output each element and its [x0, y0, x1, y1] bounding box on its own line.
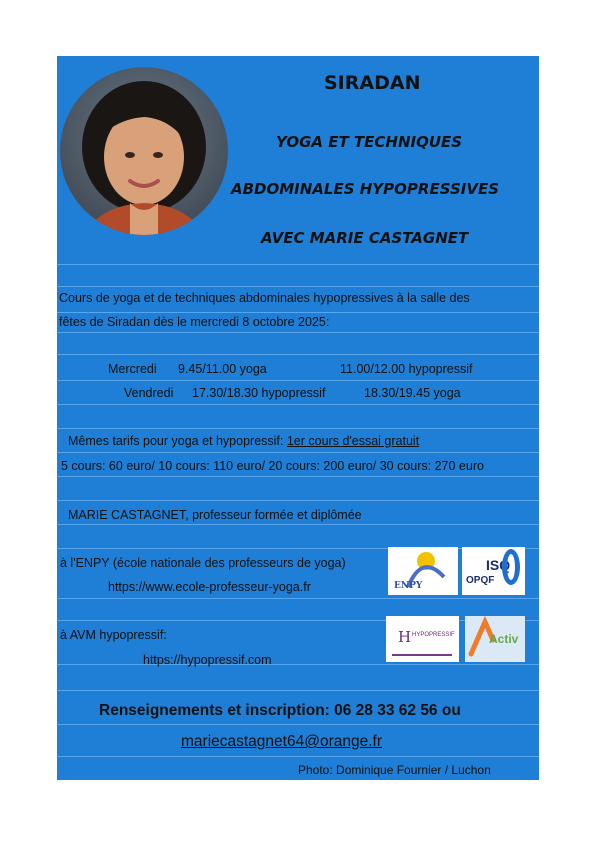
- schedule-day: Vendredi: [124, 386, 174, 400]
- q-mark-icon: [502, 549, 520, 585]
- divider: [57, 756, 539, 757]
- avm-line: à AVM hypopressif:: [60, 628, 167, 642]
- isq-text: ISQ: [486, 557, 511, 573]
- enpy-url[interactable]: https://www.ecole-professeur-yoga.fr: [108, 580, 311, 594]
- tarifs-line-1: [68, 434, 419, 448]
- tarifs-line-2: 5 cours: 60 euro/ 10 cours: 110 euro/ 20 cours: 200 euro/ 30 cours: 270 euro: [61, 459, 484, 473]
- portrait-illustration: [60, 67, 228, 235]
- photo-credit: Photo: Dominique Fournier / Luchon: [298, 763, 491, 777]
- avm-url[interactable]: https://hypopressif.com: [143, 653, 272, 667]
- schedule-day: Mercredi: [108, 362, 157, 376]
- enpy-logo: [388, 547, 458, 595]
- flyer: [57, 56, 539, 780]
- contact-line: Renseignements et inscription: 06 28 33 62 56 ou: [99, 702, 461, 719]
- logo-underline: [392, 654, 452, 656]
- hypopressif-logo-text: HYPOPRESSIF: [412, 632, 455, 638]
- intro-line-1: Cours de yoga et de techniques abdominales hypopressives à la salle des: [59, 291, 470, 305]
- divider: [57, 286, 539, 287]
- portrait-photo: [60, 67, 228, 235]
- divider: [57, 312, 539, 313]
- schedule-slot: 9.45/11.00 yoga: [178, 362, 267, 376]
- schedule-slot: 11.00/12.00 hypopressif: [340, 362, 473, 376]
- activ-logo: [465, 616, 525, 662]
- divider: [57, 664, 539, 665]
- divider: [57, 332, 539, 333]
- divider: [57, 476, 539, 477]
- opqf-text: OPQF: [466, 575, 495, 586]
- teacher-credentials: MARIE CASTAGNET, professeur formée et diplômée: [68, 508, 362, 522]
- divider: [57, 598, 539, 599]
- page-title: SIRADAN: [324, 72, 421, 94]
- subtitle-line-1: YOGA ET TECHNIQUES: [276, 133, 463, 151]
- enpy-line: à l'ENPY (école nationale des professeurs de yoga): [60, 556, 346, 570]
- activ-logo-text: Activ: [489, 632, 519, 646]
- tarifs-label: Mêmes tarifs pour yoga et hypopressif:: [68, 434, 284, 448]
- divider: [57, 264, 539, 265]
- divider: [57, 724, 539, 725]
- schedule-slot: 18.30/19.45 yoga: [364, 386, 461, 400]
- divider: [57, 690, 539, 691]
- subtitle-line-3: AVEC MARIE CASTAGNET: [261, 229, 469, 247]
- divider: [57, 524, 539, 525]
- schedule-slot: 17.30/18.30 hypopressif: [192, 386, 326, 400]
- divider: [57, 380, 539, 381]
- subtitle-line-2: ABDOMINALES HYPOPRESSIVES: [231, 180, 500, 198]
- enpy-logo-text: ENPY: [394, 581, 423, 591]
- divider: [57, 404, 539, 405]
- trial-offer: 1er cours d'essai gratuit: [286, 434, 420, 448]
- divider: [57, 354, 539, 355]
- divider: [57, 452, 539, 453]
- hypopressif-logo: [386, 616, 459, 662]
- divider: [57, 500, 539, 501]
- hypopressif-h-mark: H: [398, 628, 412, 646]
- isq-opqf-logo: [462, 547, 525, 595]
- divider: [57, 428, 539, 429]
- email-link[interactable]: mariecastagnet64@orange.fr: [181, 733, 382, 750]
- intro-line-2: fêtes de Siradan dès le mercredi 8 octobre 2025:: [59, 315, 330, 329]
